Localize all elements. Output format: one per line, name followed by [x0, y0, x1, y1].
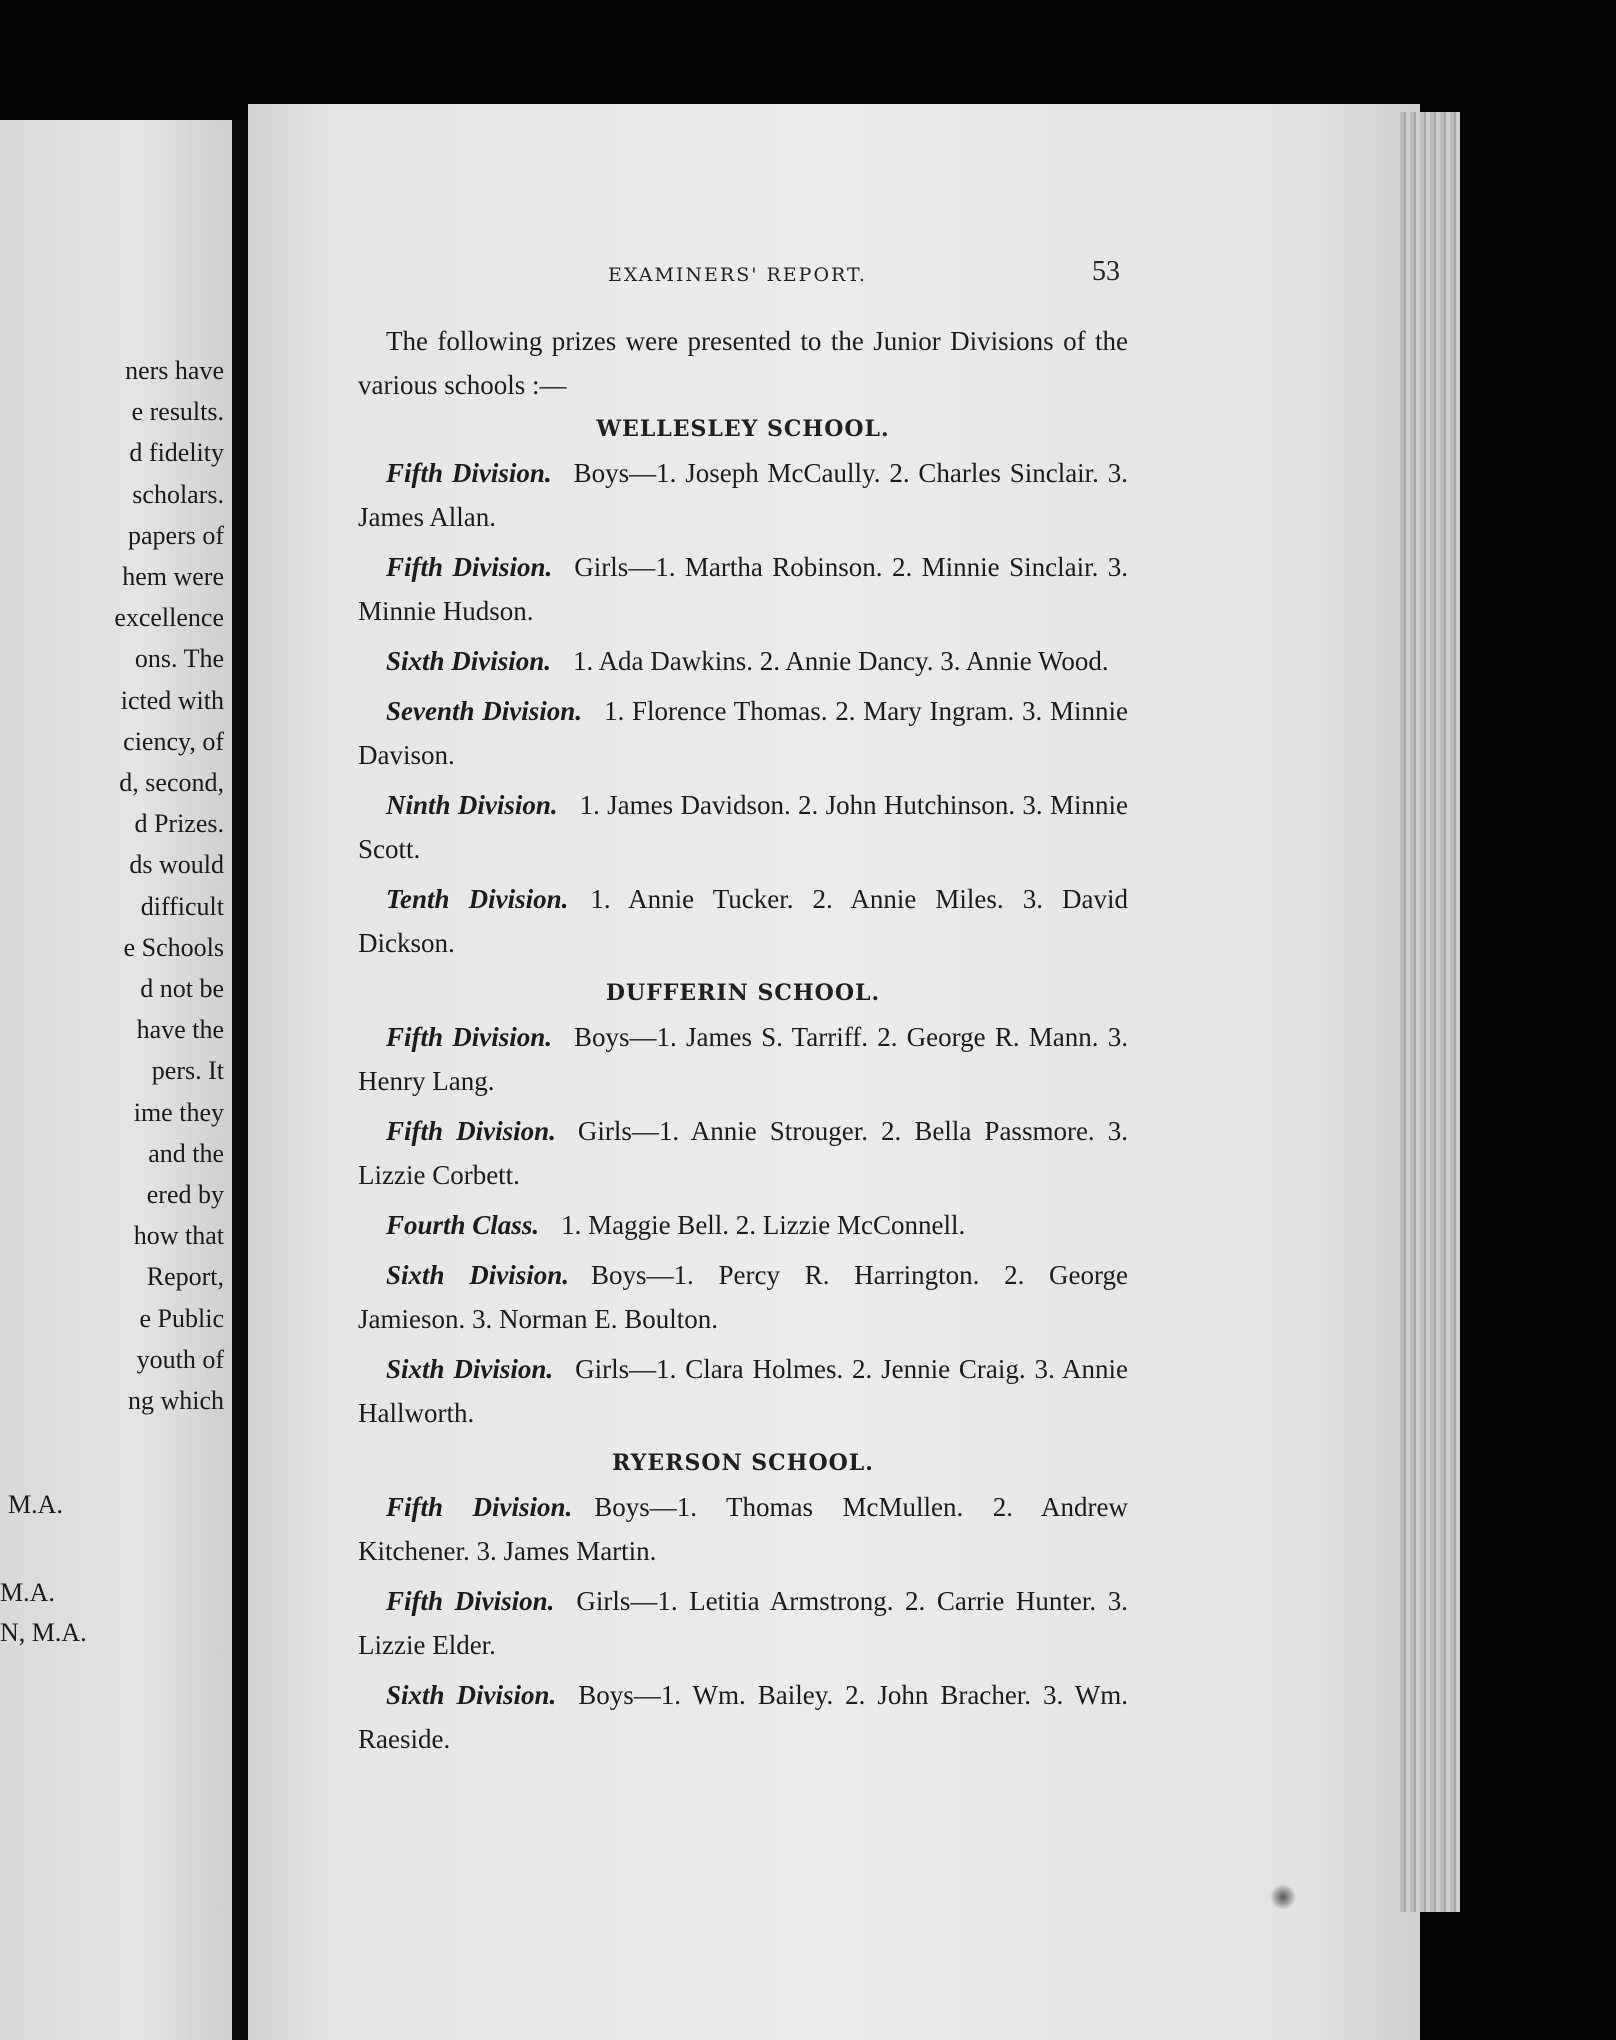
prize-entry [358, 451, 1128, 539]
left-line: Report, [146, 1262, 224, 1292]
division-label: Seventh Division. [386, 696, 583, 726]
division-label: Sixth Division. [386, 646, 552, 676]
prize-winners: 1. Annie Tucker. 2. Annie Miles. 3. David Dickson. [358, 884, 1129, 958]
page-body [358, 319, 1128, 1767]
school-list [358, 407, 1128, 1761]
left-line: have the [136, 1015, 224, 1045]
prize-winners: 1. Maggie Bell. 2. Lizzie McConnell. [561, 1210, 966, 1240]
school-heading: DUFFERIN SCHOOL. [605, 980, 881, 1006]
prize-entry [358, 1579, 1128, 1667]
prize-winners: Girls—1. Martha Robinson. 2. Minnie Sinclair. 3. Minnie Hudson. [358, 552, 1128, 626]
prize-winners: Girls—1. Annie Strouger. 2. Bella Passmore. 3. Lizzie Corbett. [358, 1116, 1128, 1190]
prize-entry [358, 1253, 1128, 1341]
school-heading: WELLESLEY SCHOOL. [596, 416, 890, 442]
left-line: pers. It [151, 1056, 224, 1086]
prize-entry [358, 1015, 1128, 1103]
prize-entry [358, 1347, 1128, 1435]
page-number: 53 [1092, 256, 1120, 287]
left-line: e Public [139, 1303, 224, 1333]
prize-winners: 1. Ada Dawkins. 2. Annie Dancy. 3. Annie Wood. [573, 646, 1109, 676]
division-label: Fifth Division. [386, 1022, 552, 1052]
prize-winners: 1. Florence Thomas. 2. Mary Ingram. 3. Minnie Davison. [358, 696, 1129, 770]
prize-winners: Boys—1. James S. Tarriff. 2. George R. Mann. 3. Henry Lang. [358, 1022, 1128, 1096]
division-label: Tenth Division. [386, 884, 569, 914]
left-line: ds would [129, 850, 224, 880]
prize-winners: Girls—1. Letitia Armstrong. 2. Carrie Hunter. 3. Lizzie Elder. [358, 1586, 1128, 1660]
left-signature: M.A. [0, 1578, 55, 1607]
left-line: hem were [122, 562, 224, 592]
left-line: youth of [136, 1344, 224, 1374]
left-signature: N, M.A. [0, 1618, 87, 1647]
division-label: Sixth Division. [386, 1260, 570, 1290]
left-line: d not be [140, 974, 224, 1004]
prize-winners: 1. James Davidson. 2. John Hutchinson. 3. Minnie Scott. [358, 790, 1128, 864]
left-line: how that [133, 1221, 224, 1251]
left-line: ng which [127, 1386, 224, 1416]
prize-winners: Boys—1. Percy R. Harrington. 2. George Jamieson. 3. Norman E. Boulton. [358, 1260, 1129, 1334]
prize-winners: Girls—1. Clara Holmes. 2. Jennie Craig. 3. Annie Hallworth. [358, 1354, 1129, 1428]
prize-winners: Boys—1. Joseph McCaully. 2. Charles Sinclair. 3. James Allan. [358, 458, 1129, 532]
left-line: ciency, of [123, 726, 224, 756]
left-line: d Prizes. [134, 809, 224, 839]
left-signature: M.A. [8, 1490, 63, 1519]
prize-winners: Boys—1. Thomas McMullen. 2. Andrew Kitchener. 3. James Martin. [358, 1492, 1129, 1566]
prize-entry [358, 1109, 1128, 1197]
left-line: ered by [146, 1180, 224, 1210]
division-label: Sixth Division. [386, 1680, 557, 1710]
left-line: and the [148, 1138, 224, 1168]
left-line: scholars. [132, 479, 224, 509]
prize-winners: Boys—1. Wm. Bailey. 2. John Bracher. 3. Wm. Raeside. [358, 1680, 1128, 1754]
division-label: Sixth Division. [386, 1354, 554, 1384]
left-line: d fidelity [129, 438, 224, 468]
left-page [0, 120, 232, 2040]
division-label: Ninth Division. [386, 790, 558, 820]
left-line: difficult [140, 891, 224, 921]
school-heading: RYERSON SCHOOL. [612, 1450, 874, 1476]
left-line: ons. The [134, 644, 224, 674]
division-label: Fourth Class. [386, 1210, 540, 1240]
left-line: icted with [120, 685, 224, 715]
left-line: ime they [133, 1097, 224, 1127]
prize-entry [358, 1673, 1128, 1761]
left-line: papers of [127, 520, 224, 550]
division-label: Fifth Division. [386, 1492, 573, 1522]
left-line: excellence [114, 603, 224, 633]
prize-entry [358, 689, 1128, 777]
ink-speck [1270, 1884, 1296, 1910]
left-line: e results. [131, 397, 224, 427]
division-label: Fifth Division. [386, 552, 553, 582]
prize-entry [358, 639, 1128, 683]
division-label: Fifth Division. [386, 458, 552, 488]
division-label: Fifth Division. [386, 1586, 555, 1616]
prize-entry [358, 877, 1128, 965]
prize-entry [358, 783, 1128, 871]
left-line: e Schools [123, 932, 224, 962]
page-edges [1400, 112, 1460, 1912]
division-label: Fifth Division. [386, 1116, 556, 1146]
prize-entry [358, 545, 1128, 633]
left-page-text [0, 350, 224, 1421]
prize-entry [358, 1203, 1128, 1247]
right-page [248, 104, 1420, 2040]
prize-entry [358, 1485, 1128, 1573]
left-line: d, second, [119, 768, 224, 798]
intro-paragraph: The following prizes were presented to the Junior Divisions of the various schools :— [358, 326, 1128, 400]
running-head: EXAMINERS' REPORT. [608, 264, 867, 286]
left-line: ners have [125, 356, 224, 385]
